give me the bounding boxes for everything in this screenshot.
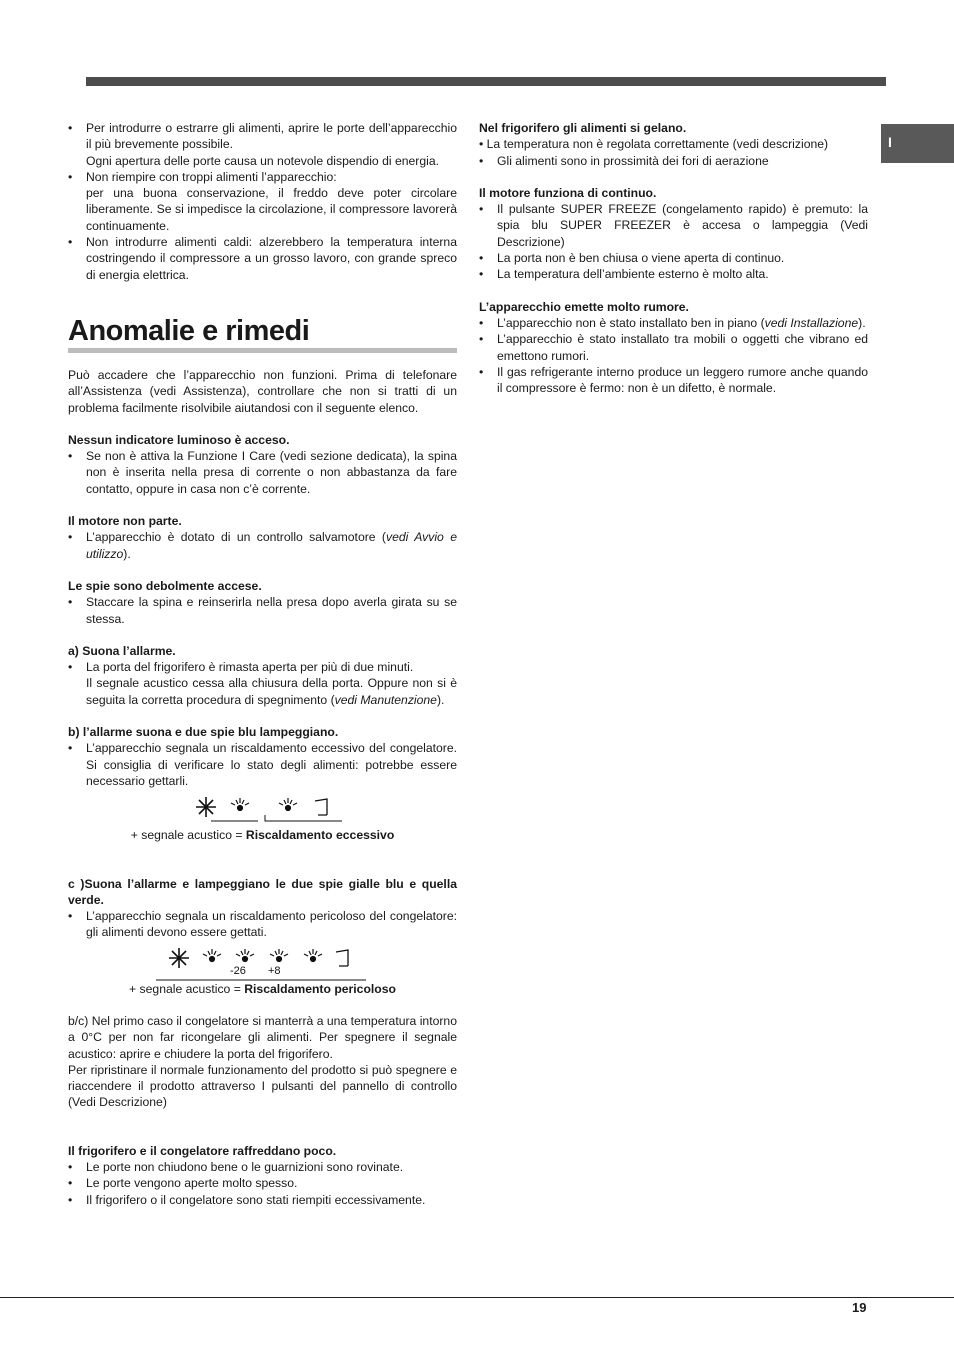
section-title: Anomalie e rimedi bbox=[68, 314, 310, 347]
footer-rule bbox=[0, 1297, 954, 1298]
list-item: • Per introdurre o estrarre gli alimenti, aprire le porte dell’apparecchio il più brevemente possibile. Ogni apertura delle porte causa un notevole dispendio di energia. bbox=[68, 120, 457, 169]
diagram-caption: + segnale acustico = Riscaldamento pericoloso bbox=[129, 981, 396, 996]
list-item: • La temperatura dell’ambiente esterno è molto alta. bbox=[479, 266, 868, 282]
section-food-freezing bbox=[479, 120, 868, 169]
list-item: • Il gas refrigerante interno produce un leggero rumore anche quando il compressore è fermo: non è un difetto, è normale. bbox=[479, 364, 868, 397]
list-item: • L’apparecchio è stato installato tra mobili o oggetti che vibrano ed emettono rumori. bbox=[479, 331, 868, 364]
indicator-diagram-excessive bbox=[68, 795, 457, 827]
section-alarm bbox=[68, 643, 457, 708]
indicator-diagram-dangerous bbox=[68, 945, 457, 977]
list-item: • La porta del frigorifero è rimasta aperta per più di due minuti. Il segnale acustico cessa alla chiusura della porta. Oppure non si è seguita la corretta procedura di spegnimento (vedi Manutenzione). bbox=[68, 659, 457, 708]
section-alarm-blue-lights bbox=[68, 724, 457, 843]
list-item: • L’apparecchio segnala un riscaldamento pericoloso del congelatore: gli alimenti devono essere gettati. bbox=[68, 908, 457, 941]
section-heading: L’apparecchio emette molto rumore. bbox=[479, 299, 689, 314]
section-motor-not-starting bbox=[68, 513, 457, 562]
section-heading: Nel frigorifero gli alimenti si gelano. bbox=[479, 121, 687, 135]
right-column bbox=[479, 120, 868, 396]
section-heading: a) Suona l’allarme. bbox=[68, 643, 176, 658]
intro-paragraph: Può accadere che l’apparecchio non funzioni. Prima di telefonare all’Assistenza (vedi Assistenza), controllare che non si tratti di un problema facilmente risolvibile aiutandosi con il seguente elenco. bbox=[68, 367, 457, 415]
blinking-led-icon bbox=[279, 798, 297, 811]
section-heading: Il frigorifero e il congelatore raffreddano poco. bbox=[68, 1143, 337, 1158]
diagram-caption: + segnale acustico = Riscaldamento eccessivo bbox=[130, 828, 395, 843]
section-heading: Il motore non parte. bbox=[68, 514, 182, 529]
section-text: • La temperatura non è regolata correttamente (vedi descrizione) bbox=[479, 137, 829, 152]
list-item: • Le porte vengono aperte molto spesso. bbox=[68, 1175, 457, 1191]
list-item: • L’apparecchio non è stato installato ben in piano (vedi Installazione). bbox=[479, 315, 868, 331]
indicator-icons bbox=[68, 795, 457, 829]
header-bar bbox=[86, 77, 886, 86]
list-item: • Le porte non chiudono bene o le guarnizioni sono rovinate. bbox=[68, 1159, 457, 1175]
language-tab-label: I bbox=[888, 134, 892, 150]
blinking-led-icon bbox=[231, 798, 249, 811]
section-noise bbox=[479, 299, 868, 397]
section-no-indicator bbox=[68, 432, 457, 497]
bottle-icon bbox=[315, 799, 327, 815]
section-heading: c )Suona l’allarme e lampeggiano le due spie gialle blu e quella verde. bbox=[68, 876, 457, 907]
blinking-led-icon bbox=[270, 949, 288, 962]
section-heading: Nessun indicatore luminoso è acceso. bbox=[68, 432, 290, 447]
indicator-icons bbox=[68, 945, 457, 981]
list-item: • Il frigorifero o il congelatore sono stati riempiti eccessivamente. bbox=[68, 1192, 457, 1208]
list-item: • Gli alimenti sono in prossimità dei fori di aerazione bbox=[479, 153, 868, 169]
list-item: • Se non è attiva la Funzione I Care (vedi sezione dedicata), la spina non è inserita nella presa di corrente o non abbastanza da fare contatto, oppure in casa non c’è corrente. bbox=[68, 448, 457, 497]
list-item: • Non riempire con troppi alimenti l’apparecchio: per una buona conservazione, il freddo deve poter circolare liberamente. Se si impedisce la circolazione, il compressore lavorerà continuamente. bbox=[68, 169, 457, 234]
temp-label-plus: +8 bbox=[268, 964, 281, 977]
intro-bullet-list bbox=[68, 120, 457, 283]
temp-label-minus: -26 bbox=[230, 964, 246, 977]
list-item: • Il pulsante SUPER FREEZE (congelamento rapido) è premuto: la spia blu SUPER FREEZER è accesa o lampeggia (Vedi Descrizione) bbox=[479, 201, 868, 250]
section-motor-continuous bbox=[479, 185, 868, 283]
list-item: • La porta non è ben chiusa o viene aperta di continuo. bbox=[479, 250, 868, 266]
left-column bbox=[68, 120, 457, 1208]
snowflake-icon bbox=[169, 948, 189, 968]
section-alarm-all-lights bbox=[68, 876, 457, 997]
blinking-led-icon bbox=[203, 949, 221, 962]
section-heading: Le spie sono debolmente accese. bbox=[68, 578, 262, 593]
list-item: • Staccare la spina e reinserirla nella presa dopo averla girata su se stessa. bbox=[68, 594, 457, 627]
language-tab bbox=[881, 124, 954, 163]
list-item: • Non introdurre alimenti caldi: alzerebbero la temperatura interna costringendo il compressore a un grosso lavoro, con grande spreco di energia elettrica. bbox=[68, 234, 457, 283]
section-poor-cooling bbox=[68, 1143, 457, 1208]
snowflake-icon bbox=[196, 797, 216, 817]
list-item: • L’apparecchio è dotato di un controllo salvamotore (vedi Avvio e utilizzo). bbox=[68, 529, 457, 562]
list-item: • L’apparecchio segnala un riscaldamento eccessivo del congelatore. Si consiglia di verificare lo stato degli alimenti: potrebbe essere necessario gettarli. bbox=[68, 740, 457, 789]
section-heading: b) l’allarme suona e due spie blu lampeggiano. bbox=[68, 725, 339, 740]
bc-paragraph-1: b/c) Nel primo caso il congelatore si manterrà a una temperatura intorno a 0°C per non far ricongelare gli alimenti. Per spegnere il segnale acustico: aprire e chiudere la porta del frigorifero. bbox=[68, 1013, 457, 1061]
section-dim-lights bbox=[68, 578, 457, 627]
title-underline bbox=[68, 348, 457, 353]
blinking-led-icon bbox=[236, 949, 254, 962]
bottle-icon bbox=[336, 950, 348, 966]
blinking-led-icon bbox=[304, 949, 322, 962]
page-number: 19 bbox=[852, 1300, 867, 1315]
bc-paragraph-2: Per ripristinare il normale funzionamento del prodotto si può spegnere e riaccendere il prodotto attraverso I pulsanti del pannello di controllo (Vedi Descrizione) bbox=[68, 1062, 457, 1110]
section-heading: Il motore funziona di continuo. bbox=[479, 185, 657, 200]
